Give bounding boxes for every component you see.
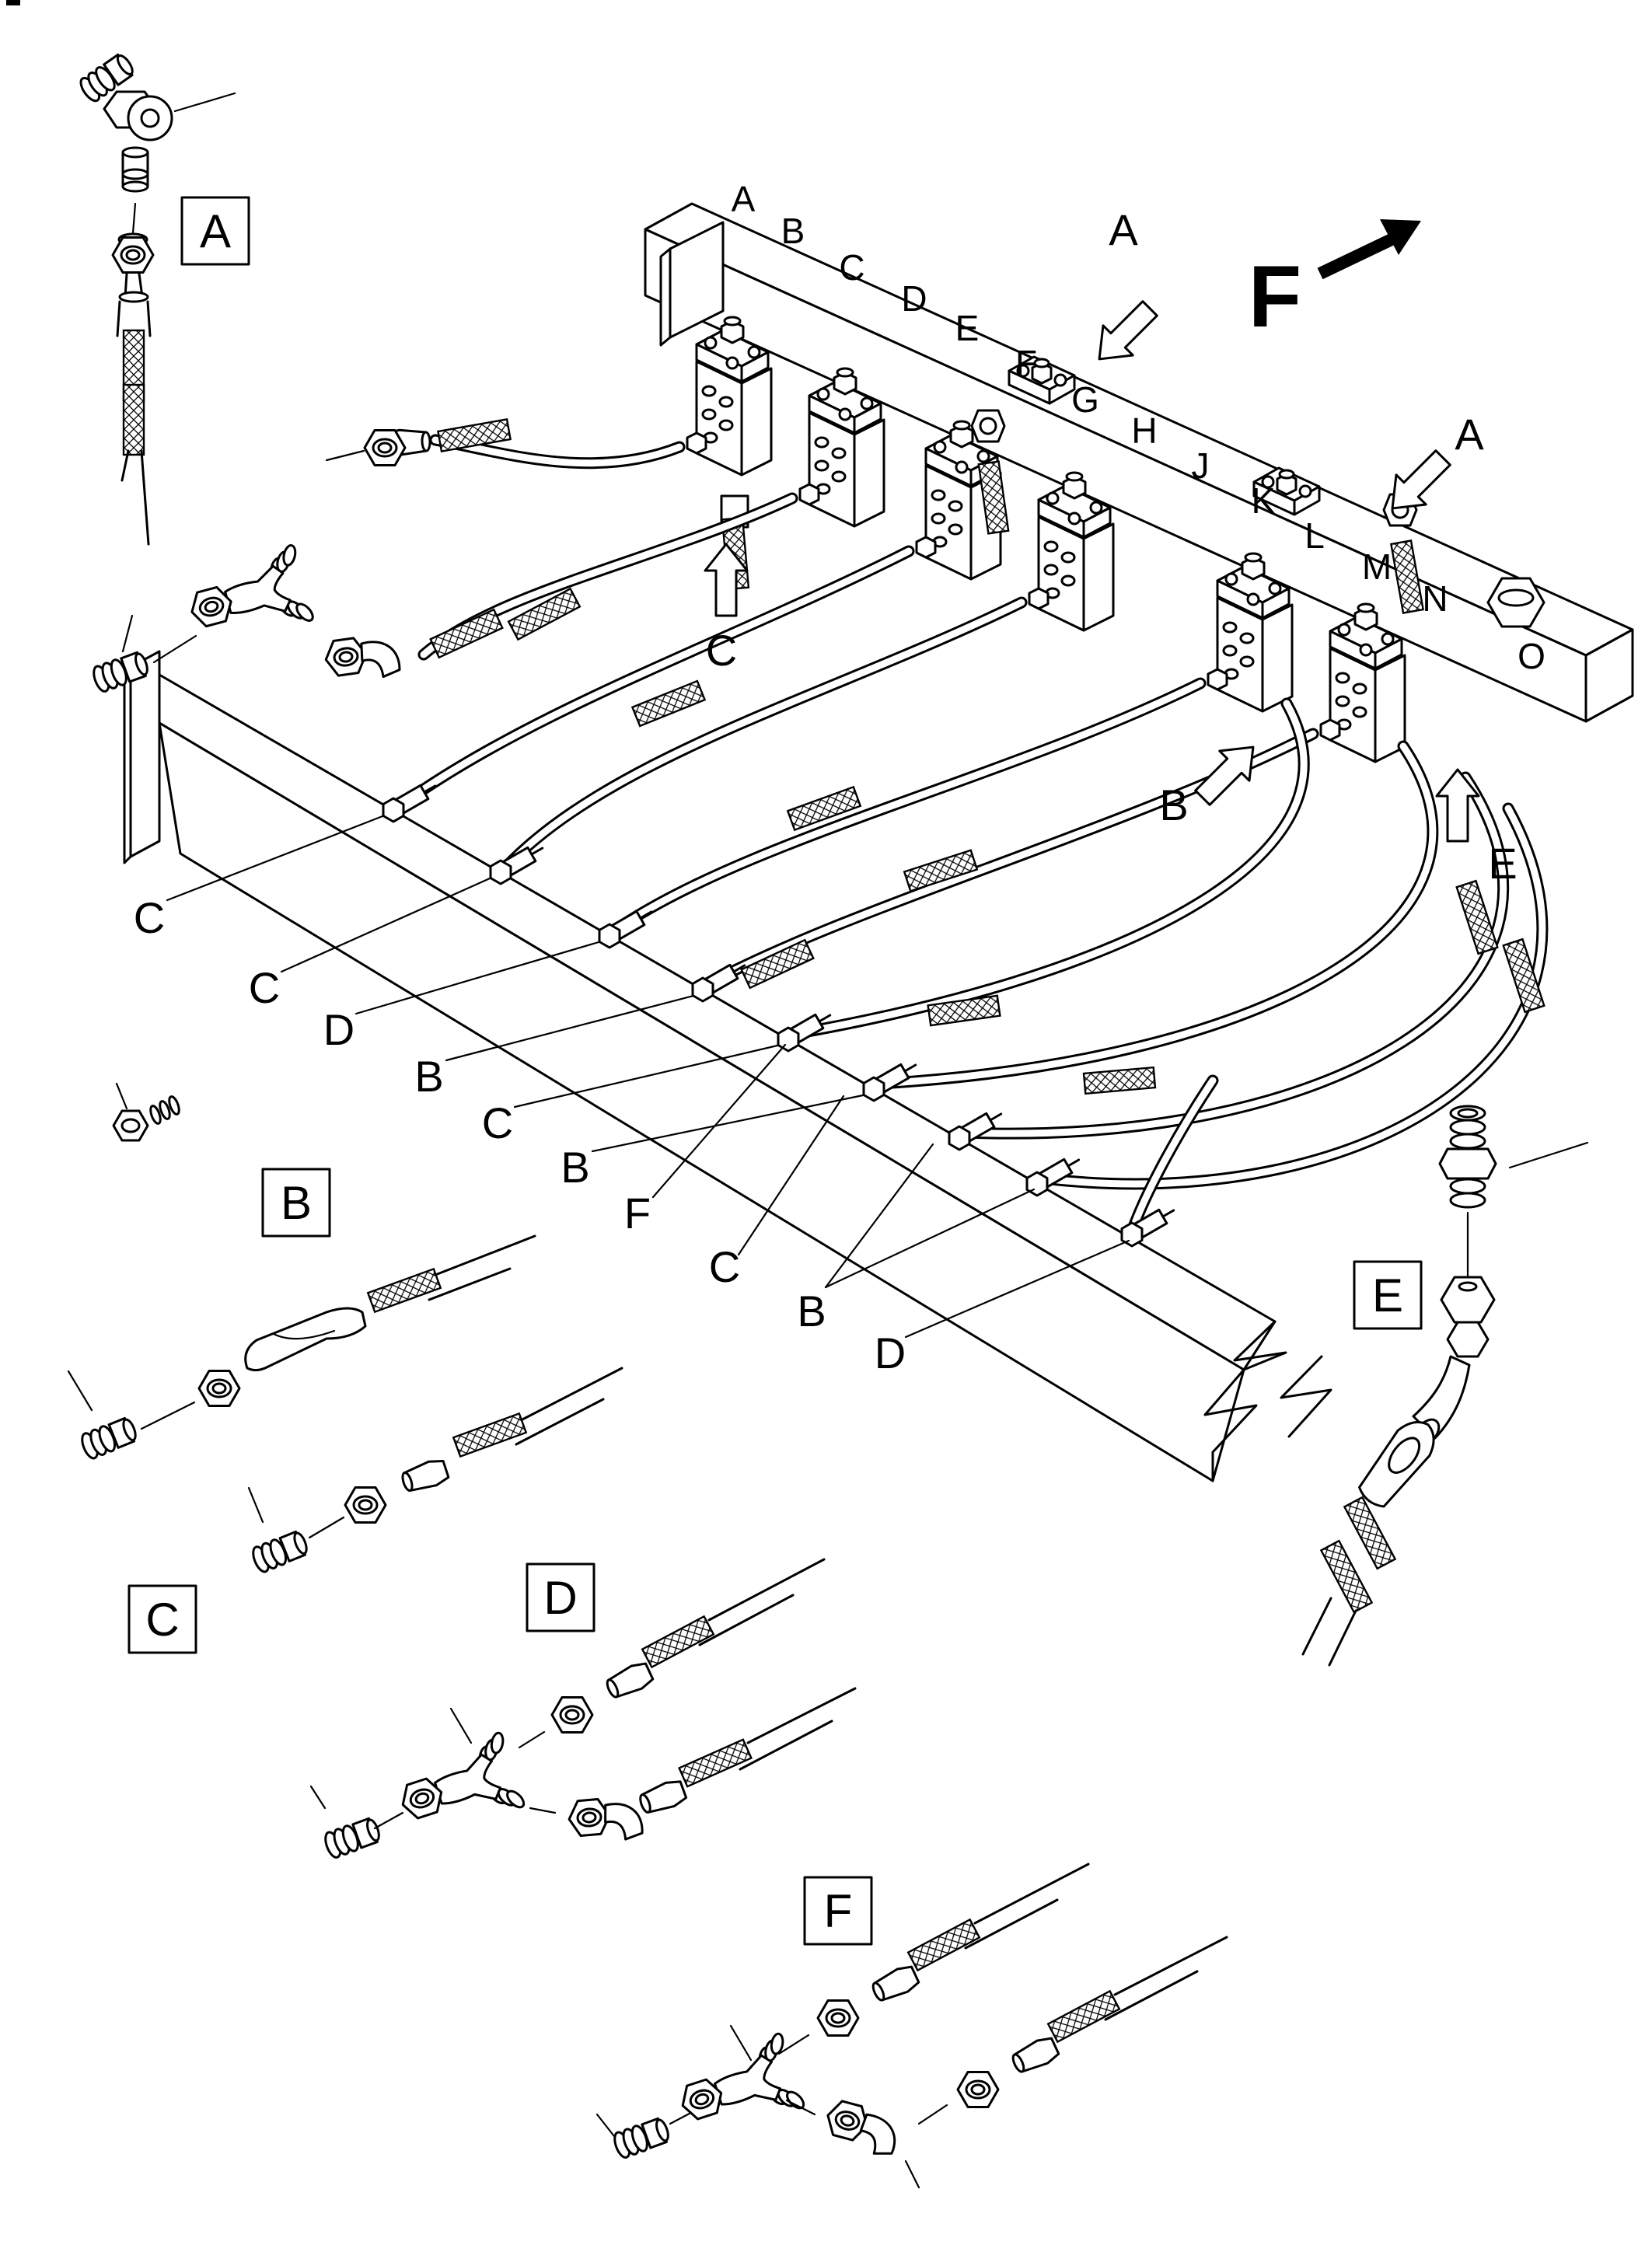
callout: F [623,1189,651,1238]
port-label: L [1304,515,1325,556]
port-label: J [1191,445,1210,486]
port-label: M [1361,546,1392,587]
arrow-b-up-right [1188,732,1268,812]
arrow-a-top-label: A [1109,205,1138,254]
detail-box-letter: E [1371,1269,1404,1322]
port-label: C [839,247,865,288]
detail-box-b [263,1169,330,1236]
detail-box-letter: C [145,1594,180,1646]
arrow-c-label: C [705,626,738,675]
detail-box-letter: B [280,1177,313,1229]
view-letter: F [1248,248,1302,345]
callout: D [323,1005,355,1054]
callout: C [248,963,281,1012]
detail-box-letter: A [199,205,232,257]
print-artifact-mark [6,0,20,5]
callout: B [797,1287,826,1335]
port-label: K [1251,480,1276,521]
rail-break-line [1281,1356,1331,1437]
detail-box-letter: D [543,1572,578,1624]
callout: C [481,1098,514,1147]
detail-box-letter: F [823,1885,853,1937]
detail-b-assembly [68,1236,535,1461]
bolt-part [114,1084,181,1140]
detail-box-a [182,197,249,264]
port-label: A [731,179,756,219]
port-label: H [1131,410,1158,451]
elbow-hose-end [323,632,400,684]
arrow-b-label: B [1159,780,1189,829]
manifold-end-block-side [661,249,670,345]
port-label: D [901,278,927,319]
port-label: N [1422,578,1448,619]
port-label: F [1015,343,1038,383]
port-label: O [1518,636,1545,676]
callout: C [133,893,166,942]
port-label: E [955,308,980,348]
detail-box-e [1354,1262,1421,1329]
manifold-bar [645,204,1633,721]
detail-e-assembly [1303,1106,1587,1665]
view-direction-indicator [1249,219,1421,345]
arrow-a-right-label: A [1455,410,1484,459]
callout: B [561,1143,590,1192]
callout: D [874,1329,906,1377]
port-label: B [781,211,805,251]
detail-f-assembly [597,1864,1227,2187]
port-label: G [1071,379,1099,420]
callout: B [414,1052,444,1101]
detail-c-assembly [249,1368,622,1574]
rail-end-plate [131,651,159,857]
mounting-rail [124,651,1331,1481]
arrow-e-label: E [1488,839,1518,888]
arrow-a-top [1084,294,1165,374]
detail-a-fitting [77,51,235,544]
detail-box-f [805,1877,871,1944]
detail-box-d [527,1564,594,1631]
callout: C [708,1242,741,1291]
detail-box-c [129,1586,196,1653]
tee-fitting [181,542,316,651]
